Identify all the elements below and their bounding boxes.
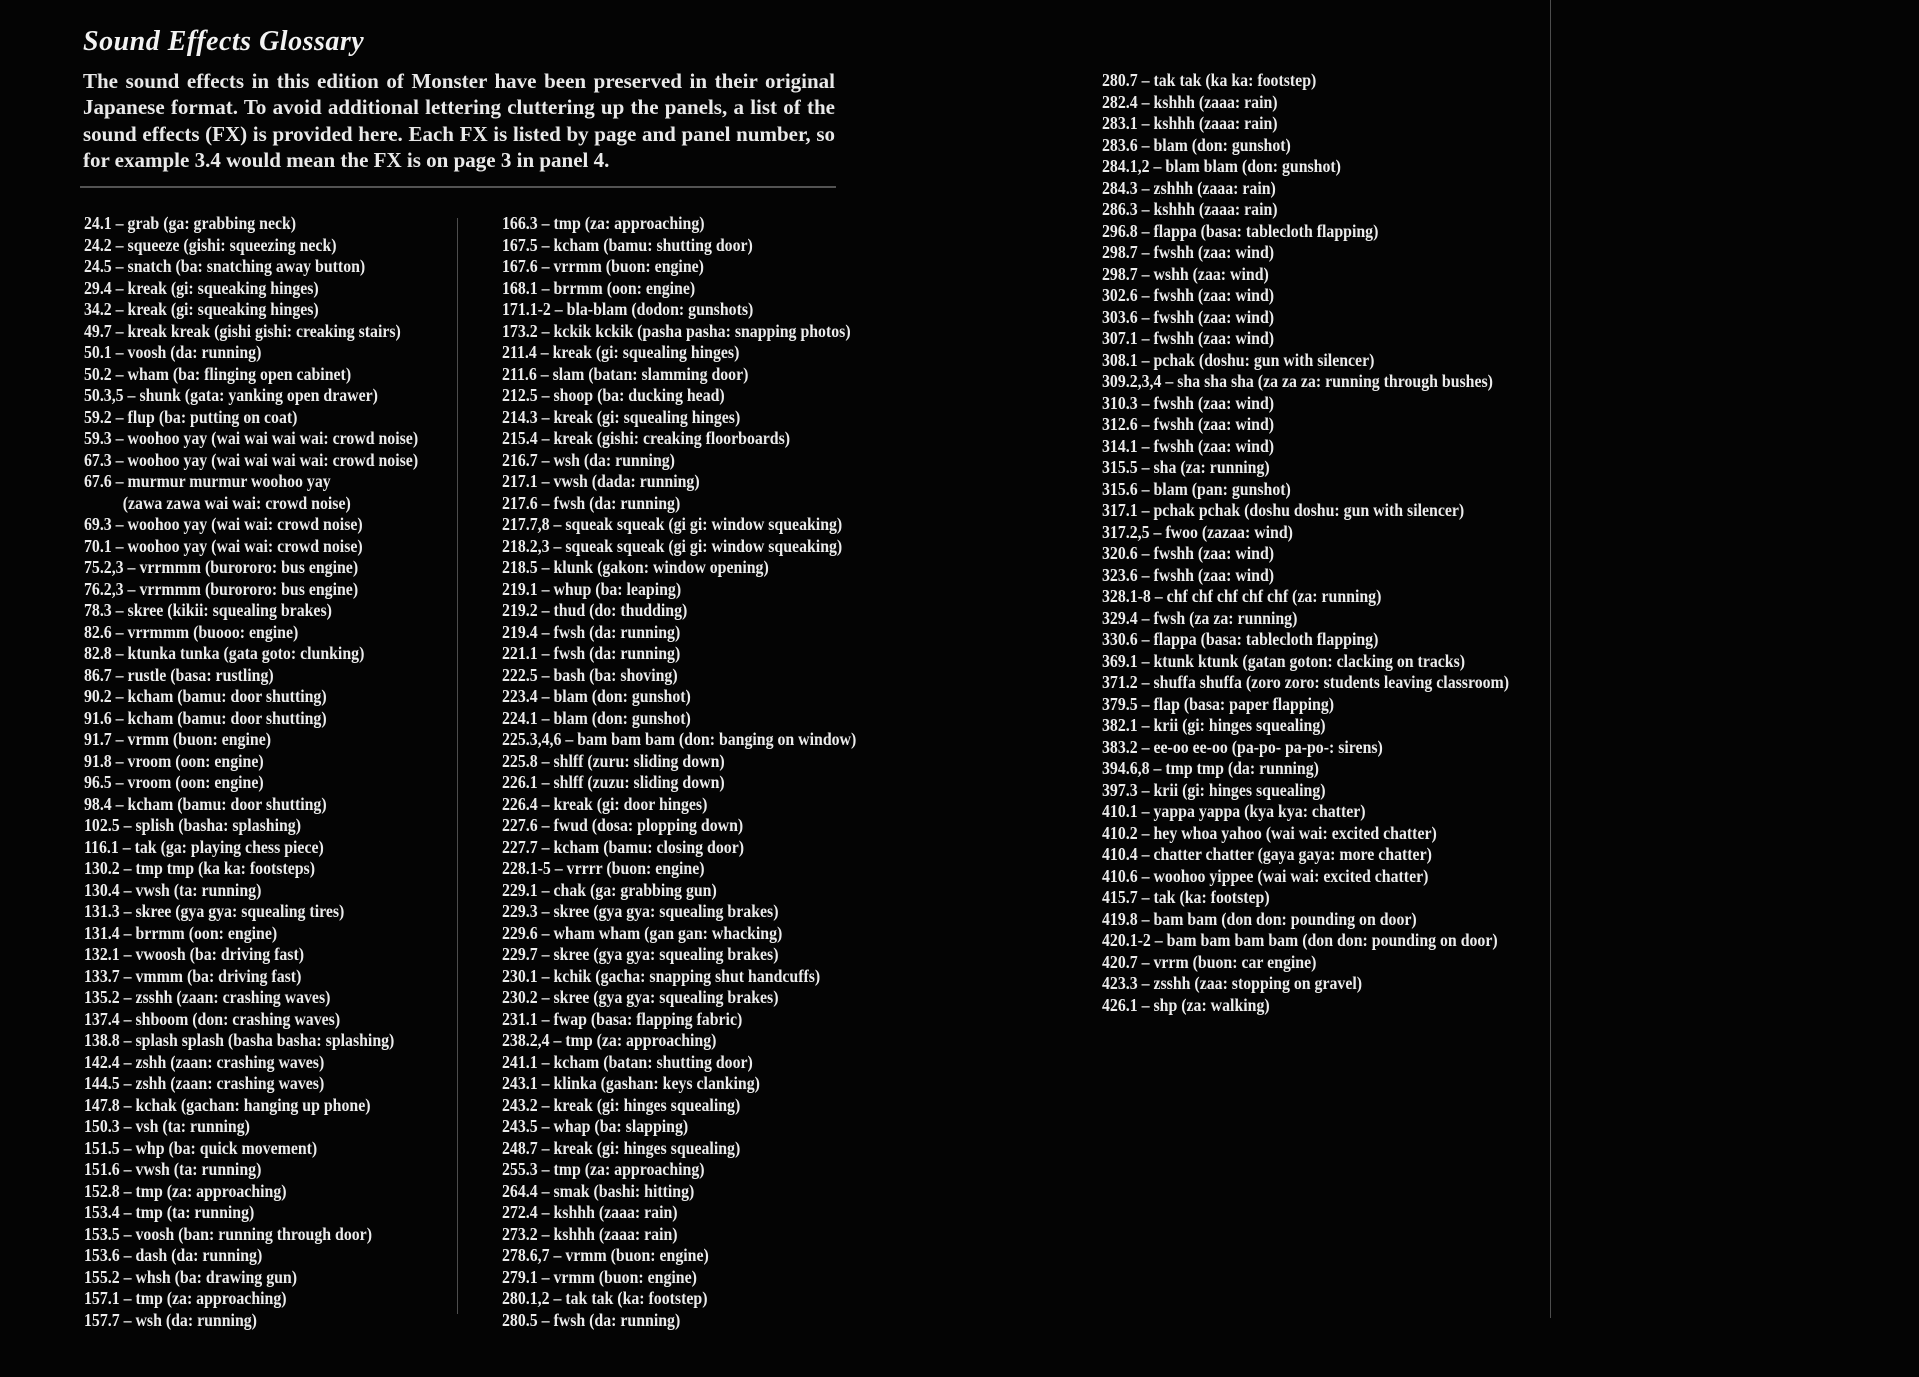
fx-entry: 219.2 – thud (do: thudding) bbox=[502, 600, 688, 620]
fx-entry: 330.6 – flappa (basa: tablecloth flapping) bbox=[1102, 629, 1379, 649]
fx-entry: 280.5 – fwsh (da: running) bbox=[502, 1309, 681, 1330]
fx-entry: 67.6 – murmur murmur woohoo yay bbox=[84, 471, 331, 491]
fx-entry: 283.1 – kshhh (zaaa: rain) bbox=[1102, 113, 1278, 133]
fx-entry: 70.1 – woohoo yay (wai wai: crowd noise) bbox=[84, 535, 363, 556]
fx-entry: 221.1 – fwsh (da: running) bbox=[502, 643, 681, 663]
fx-entry: 59.3 – woohoo yay (wai wai wai wai: crowd noise) bbox=[84, 428, 419, 448]
fx-entry: 217.1 – vwsh (dada: running) bbox=[502, 471, 700, 491]
fx-entry: 243.1 – klinka (gashan: keys clanking) bbox=[502, 1073, 760, 1093]
fx-entry: 243.5 – whap (ba: slapping) bbox=[502, 1116, 689, 1136]
fx-entry: 379.5 – flap (basa: paper flapping) bbox=[1102, 693, 1335, 714]
column-divider-line bbox=[457, 218, 458, 1314]
fx-entry: 76.2,3 – vrrmmm (burororo: bus engine) bbox=[84, 578, 359, 599]
fx-entry: 286.3 – kshhh (zaaa: rain) bbox=[1102, 199, 1278, 219]
fx-entry: 211.6 – slam (batan: slamming door) bbox=[502, 363, 749, 384]
fx-entry: 167.5 – kcham (bamu: shutting door) bbox=[502, 234, 753, 255]
fx-entry: 218.2,3 – squeak squeak (gi gi: window squeaking) bbox=[502, 535, 843, 556]
fx-entry: 280.1,2 – tak tak (ka: footstep) bbox=[502, 1288, 708, 1308]
fx-entry: 302.6 – fwshh (zaa: wind) bbox=[1102, 285, 1275, 305]
fx-entry: 309.2,3,4 – sha sha sha (za za za: running through bushes) bbox=[1102, 371, 1493, 391]
fx-entry: 153.4 – tmp (ta: running) bbox=[84, 1202, 255, 1222]
fx-entry: 50.2 – wham (ba: flinging open cabinet) bbox=[84, 363, 352, 384]
fx-entry: 284.1,2 – blam blam (don: gunshot) bbox=[1102, 156, 1341, 176]
fx-entry: 329.4 – fwsh (za za: running) bbox=[1102, 607, 1298, 628]
fx-entry: 166.3 – tmp (za: approaching) bbox=[502, 213, 705, 233]
fx-entry: 217.6 – fwsh (da: running) bbox=[502, 492, 681, 513]
fx-entry: 130.4 – vwsh (ta: running) bbox=[84, 879, 262, 900]
fx-entry: 255.3 – tmp (za: approaching) bbox=[502, 1159, 705, 1179]
fx-entry: 308.1 – pchak (doshu: gun with silencer) bbox=[1102, 349, 1375, 370]
fx-entry: 382.1 – krii (gi: hinges squealing) bbox=[1102, 715, 1326, 735]
page-title: Sound Effects Glossary bbox=[83, 26, 365, 57]
fx-entry: 303.6 – fwshh (zaa: wind) bbox=[1102, 306, 1275, 327]
horizontal-divider bbox=[80, 186, 836, 188]
fx-entry: 50.3,5 – shunk (gata: yanking open drawer) bbox=[84, 385, 378, 405]
fx-entry: 229.7 – skree (gya gya: squealing brakes) bbox=[502, 944, 779, 964]
fx-entry: 371.2 – shuffa shuffa (zoro zoro: students leaving classroom) bbox=[1102, 672, 1509, 692]
fx-entry: 131.3 – skree (gya gya: squealing tires) bbox=[84, 901, 345, 921]
intro-paragraph: The sound effects in this edition of Monster have been preserved in their original Japanese format. To avoid additional lettering cluttering up the panels, a list of the sound effects (FX) is provided here. Each FX is listed by page and panel number, so for example 3.4 would mean the FX is on page 3 in panel 4. bbox=[83, 69, 835, 172]
fx-column-2 bbox=[502, 213, 1065, 1331]
fx-entry: 243.2 – kreak (gi: hinges squealing) bbox=[502, 1094, 741, 1115]
fx-entry: 218.5 – klunk (gakon: window opening) bbox=[502, 557, 769, 577]
fx-entry: 317.2,5 – fwoo (zazaa: wind) bbox=[1102, 521, 1293, 542]
fx-entry: 214.3 – kreak (gi: squealing hinges) bbox=[502, 406, 741, 427]
fx-entry: 133.7 – vmmm (ba: driving fast) bbox=[84, 965, 302, 986]
fx-entry: 222.5 – bash (ba: shoving) bbox=[502, 664, 678, 685]
fx-entry: 91.7 – vrmm (buon: engine) bbox=[84, 729, 271, 749]
fx-entry: 415.7 – tak (ka: footstep) bbox=[1102, 887, 1270, 907]
fx-entry: 423.3 – zsshh (zaa: stopping on gravel) bbox=[1102, 973, 1363, 993]
fx-column-1 bbox=[84, 213, 498, 1331]
fx-entry: 215.4 – kreak (gishi: creaking floorboards) bbox=[502, 428, 791, 448]
fx-entry: 394.6,8 – tmp tmp (da: running) bbox=[1102, 758, 1319, 778]
fx-entry: 229.1 – chak (ga: grabbing gun) bbox=[502, 879, 717, 900]
fx-entry: 241.1 – kcham (batan: shutting door) bbox=[502, 1051, 753, 1072]
fx-entry: 211.4 – kreak (gi: squealing hinges) bbox=[502, 342, 740, 362]
fx-entry: 34.2 – kreak (gi: squeaking hinges) bbox=[84, 299, 319, 319]
fx-entry: 223.4 – blam (don: gunshot) bbox=[502, 686, 691, 706]
fx-entry: 147.8 – kchak (gachan: hanging up phone) bbox=[84, 1094, 371, 1115]
fx-entry: 217.7,8 – squeak squeak (gi gi: window squeaking) bbox=[502, 514, 843, 534]
fx-entry: 226.1 – shlff (zuzu: sliding down) bbox=[502, 772, 725, 792]
fx-entry: 67.3 – woohoo yay (wai wai wai wai: crowd noise) bbox=[84, 449, 419, 470]
fx-entry: 219.4 – fwsh (da: running) bbox=[502, 621, 681, 642]
fx-entry: 219.1 – whup (ba: leaping) bbox=[502, 578, 682, 599]
fx-entry: 135.2 – zsshh (zaan: crashing waves) bbox=[84, 987, 331, 1007]
fx-entry: 138.8 – splash splash (basha basha: splashing) bbox=[84, 1030, 395, 1050]
fx-entry: 150.3 – vsh (ta: running) bbox=[84, 1116, 250, 1136]
fx-entry: 224.1 – blam (don: gunshot) bbox=[502, 707, 691, 728]
fx-entry: 144.5 – zshh (zaan: crashing waves) bbox=[84, 1073, 325, 1093]
fx-entry: 91.8 – vroom (oon: engine) bbox=[84, 750, 264, 771]
fx-entry: 69.3 – woohoo yay (wai wai: crowd noise) bbox=[84, 514, 363, 534]
fx-entry: 153.5 – voosh (ban: running through door) bbox=[84, 1223, 372, 1244]
fx-entry: 24.1 – grab (ga: grabbing neck) bbox=[84, 213, 297, 233]
fx-entry: 82.8 – ktunka tunka (gata goto: clunking) bbox=[84, 643, 365, 663]
fx-column-3 bbox=[1102, 70, 1551, 1016]
fx-entry: 410.4 – chatter chatter (gaya gaya: more chatter) bbox=[1102, 844, 1432, 864]
fx-entry: 315.5 – sha (za: running) bbox=[1102, 457, 1270, 477]
fx-entry: 24.2 – squeeze (gishi: squeezing neck) bbox=[84, 234, 337, 255]
fx-entry: 132.1 – vwoosh (ba: driving fast) bbox=[84, 944, 305, 964]
fx-entry: 420.1-2 – bam bam bam bam (don don: pounding on door) bbox=[1102, 930, 1498, 950]
fx-entry: 49.7 – kreak kreak (gishi gishi: creaking stairs) bbox=[84, 320, 401, 341]
fx-entry: 212.5 – shoop (ba: ducking head) bbox=[502, 385, 725, 405]
fx-entry: 130.2 – tmp tmp (ka ka: footsteps) bbox=[84, 858, 315, 878]
fx-entry: 142.4 – zshh (zaan: crashing waves) bbox=[84, 1051, 325, 1072]
fx-entry: 410.6 – woohoo yippee (wai wai: excited chatter) bbox=[1102, 865, 1429, 886]
fx-entry: 82.6 – vrrmmm (buooo: engine) bbox=[84, 621, 299, 642]
fx-entry: 230.2 – skree (gya gya: squealing brakes) bbox=[502, 987, 779, 1007]
fx-entry: 137.4 – shboom (don: crashing waves) bbox=[84, 1008, 341, 1029]
fx-entry: 298.7 – fwshh (zaa: wind) bbox=[1102, 242, 1275, 262]
fx-entry: 310.3 – fwshh (zaa: wind) bbox=[1102, 392, 1275, 413]
fx-entry: 314.1 – fwshh (zaa: wind) bbox=[1102, 435, 1275, 456]
fx-entry: 397.3 – krii (gi: hinges squealing) bbox=[1102, 779, 1326, 800]
fx-entry: 231.1 – fwap (basa: flapping fabric) bbox=[502, 1008, 743, 1029]
page-gutter-line bbox=[1550, 0, 1551, 1318]
fx-entry: 157.7 – wsh (da: running) bbox=[84, 1309, 257, 1330]
fx-entry: 226.4 – kreak (gi: door hinges) bbox=[502, 793, 708, 814]
fx-entry: 312.6 – fwshh (zaa: wind) bbox=[1102, 414, 1275, 434]
fx-entry: 102.5 – splish (basha: splashing) bbox=[84, 815, 302, 835]
fx-entry: 369.1 – ktunk ktunk (gatan goton: clacking on tracks) bbox=[1102, 650, 1466, 671]
fx-entry: 328.1-8 – chf chf chf chf chf (za: running) bbox=[1102, 586, 1382, 606]
fx-entry: 59.2 – flup (ba: putting on coat) bbox=[84, 406, 298, 427]
fx-entry: 167.6 – vrrmm (buon: engine) bbox=[502, 256, 704, 276]
fx-entry: 151.6 – vwsh (ta: running) bbox=[84, 1159, 262, 1179]
fx-entry: 225.8 – shlff (zuru: sliding down) bbox=[502, 750, 725, 771]
fx-entry: 78.3 – skree (kikii: squealing brakes) bbox=[84, 600, 332, 620]
fx-entry: 227.7 – kcham (bamu: closing door) bbox=[502, 836, 745, 857]
fx-entry: 317.1 – pchak pchak (doshu doshu: gun with silencer) bbox=[1102, 500, 1465, 520]
fx-entry: 426.1 – shp (za: walking) bbox=[1102, 994, 1270, 1015]
fx-entry: 131.4 – brrmm (oon: engine) bbox=[84, 922, 278, 943]
fx-entry: 264.4 – smak (bashi: hitting) bbox=[502, 1180, 695, 1201]
fx-entry: 229.3 – skree (gya gya: squealing brakes) bbox=[502, 901, 779, 921]
fx-entry: 151.5 – whp (ba: quick movement) bbox=[84, 1137, 318, 1158]
fx-entry: 173.2 – kckik kckik (pasha pasha: snapping photos) bbox=[502, 320, 851, 341]
fx-entry: 152.8 – tmp (za: approaching) bbox=[84, 1180, 287, 1201]
fx-entry: 298.7 – wshh (zaa: wind) bbox=[1102, 263, 1269, 284]
fx-entry: (zawa zawa wai wai: crowd noise) bbox=[122, 492, 351, 513]
fx-entry: 230.1 – kchik (gacha: snapping shut handcuffs) bbox=[502, 965, 821, 986]
fx-entry: 96.5 – vroom (oon: engine) bbox=[84, 772, 264, 792]
fx-entry: 419.8 – bam bam (don don: pounding on door) bbox=[1102, 908, 1417, 929]
fx-entry: 283.6 – blam (don: gunshot) bbox=[1102, 134, 1291, 155]
fx-entry: 228.1-5 – vrrrr (buon: engine) bbox=[502, 858, 705, 878]
fx-entry: 24.5 – snatch (ba: snatching away button) bbox=[84, 256, 366, 276]
fx-entry: 116.1 – tak (ga: playing chess piece) bbox=[84, 836, 324, 857]
fx-entry: 279.1 – vrmm (buon: engine) bbox=[502, 1266, 697, 1287]
fx-entry: 273.2 – kshhh (zaaa: rain) bbox=[502, 1223, 678, 1244]
fx-entry: 98.4 – kcham (bamu: door shutting) bbox=[84, 793, 327, 814]
fx-entry: 168.1 – brrmm (oon: engine) bbox=[502, 277, 696, 298]
fx-entry: 90.2 – kcham (bamu: door shutting) bbox=[84, 686, 327, 706]
fx-entry: 29.4 – kreak (gi: squeaking hinges) bbox=[84, 277, 319, 298]
fx-entry: 229.6 – wham wham (gan gan: whacking) bbox=[502, 922, 783, 943]
fx-entry: 75.2,3 – vrrmmm (burororo: bus engine) bbox=[84, 557, 359, 577]
glossary-header bbox=[83, 26, 843, 173]
fx-entry: 280.7 – tak tak (ka ka: footstep) bbox=[1102, 70, 1317, 90]
fx-entry: 315.6 – blam (pan: gunshot) bbox=[1102, 478, 1291, 499]
fx-entry: 155.2 – whsh (ba: drawing gun) bbox=[84, 1266, 298, 1287]
fx-entry: 216.7 – wsh (da: running) bbox=[502, 449, 675, 470]
fx-entry: 383.2 – ee-oo ee-oo (pa-po- pa-po-: sirens) bbox=[1102, 736, 1383, 757]
fx-entry: 91.6 – kcham (bamu: door shutting) bbox=[84, 707, 327, 728]
fx-entry: 296.8 – flappa (basa: tablecloth flapping) bbox=[1102, 220, 1379, 241]
fx-entry: 410.2 – hey whoa yahoo (wai wai: excited chatter) bbox=[1102, 822, 1437, 843]
fx-entry: 420.7 – vrrm (buon: car engine) bbox=[1102, 951, 1317, 972]
fx-entry: 50.1 – voosh (da: running) bbox=[84, 342, 262, 362]
fx-entry: 284.3 – zshhh (zaaa: rain) bbox=[1102, 177, 1276, 198]
fx-entry: 323.6 – fwshh (zaa: wind) bbox=[1102, 564, 1275, 585]
fx-entry: 320.6 – fwshh (zaa: wind) bbox=[1102, 543, 1275, 563]
fx-entry: 238.2,4 – tmp (za: approaching) bbox=[502, 1030, 717, 1050]
fx-entry: 410.1 – yappa yappa (kya kya: chatter) bbox=[1102, 801, 1366, 821]
fx-entry: 282.4 – kshhh (zaaa: rain) bbox=[1102, 91, 1278, 112]
fx-entry: 272.4 – kshhh (zaaa: rain) bbox=[502, 1202, 678, 1222]
fx-entry: 227.6 – fwud (dosa: plopping down) bbox=[502, 815, 744, 835]
fx-entry: 307.1 – fwshh (zaa: wind) bbox=[1102, 328, 1275, 348]
fx-entry: 153.6 – dash (da: running) bbox=[84, 1245, 263, 1265]
fx-entry: 171.1-2 – bla-blam (dodon: gunshots) bbox=[502, 299, 754, 319]
fx-entry: 225.3,4,6 – bam bam bam (don: banging on window) bbox=[502, 729, 857, 749]
fx-entry: 278.6,7 – vrmm (buon: engine) bbox=[502, 1245, 709, 1265]
fx-entry: 86.7 – rustle (basa: rustling) bbox=[84, 664, 274, 685]
fx-entry: 248.7 – kreak (gi: hinges squealing) bbox=[502, 1137, 741, 1158]
fx-entry: 157.1 – tmp (za: approaching) bbox=[84, 1288, 287, 1308]
